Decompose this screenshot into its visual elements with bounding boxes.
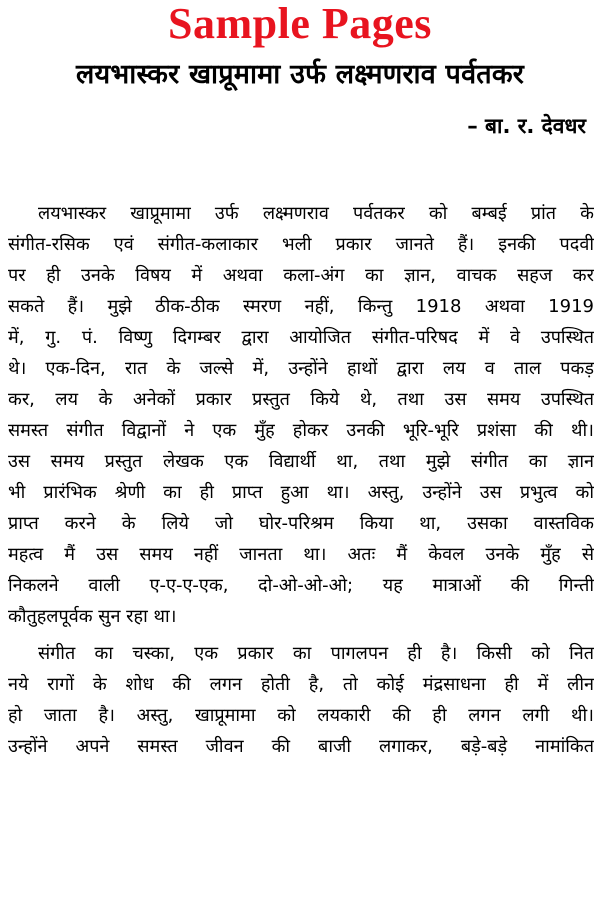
text-line: में, गु. पं. विष्णु दिगम्बर द्वारा आयोजित संगीत-परिषद में वे उपस्थित xyxy=(8,327,594,348)
text-line: उस समय प्रस्तुत लेखक एक विद्यार्थी था, तथा मुझे संगीत का ज्ञान xyxy=(8,451,594,472)
article-title: लयभास्कर खाप्रूमामा उर्फ लक्ष्मणराव पर्वतकर xyxy=(75,59,525,90)
text-line: पर ही उनके विषय में अथवा कला-अंग का ज्ञान, वाचक सहज कर xyxy=(8,265,594,286)
text-line: हो जाता है। अस्तु, खाप्रूमामा को लयकारी की ही लगन लगी थी। xyxy=(8,705,594,726)
text-line: महत्व मैं उस समय नहीं जानता था। अतः मैं केवल उनके मुँह से xyxy=(8,544,594,565)
text-line: भी प्रारंभिक श्रेणी का ही प्राप्त हुआ था। अस्तु, उन्होंने उस प्रभुत्व को xyxy=(8,482,594,503)
paragraph-2 xyxy=(8,638,594,762)
text-line: कौतुहलपूर्वक सुन रहा था। xyxy=(8,606,177,627)
text-line: लयभास्कर खाप्रूमामा उर्फ लक्ष्मणराव पर्वतकर को बम्बई प्रांत के xyxy=(38,203,594,224)
text-line: समस्त संगीत विद्वानों ने एक मुँह होकर उनकी भूरि-भूरि प्रशंसा की थी। xyxy=(8,420,594,441)
author-byline: – बा. र. देवधर xyxy=(467,114,586,138)
text-line: उन्होंने अपने समस्त जीवन की बाजी लगाकर, बड़े-बड़े नामांकित xyxy=(8,736,594,757)
text-line: निकलने वाली ए-ए-ए-एक, दो-ओ-ओ-ओ; यह मात्राओं की गिन्ती xyxy=(8,575,594,596)
text-line: थे। एक-दिन, रात के जल्से में, उन्होंने हाथों द्वारा लय व ताल पकड़ xyxy=(8,358,594,379)
sample-pages-banner: Sample Pages xyxy=(168,0,432,48)
text-line: प्राप्त करने के लिये जो घोर-परिश्रम किया था, उसका वास्तविक xyxy=(8,513,594,534)
text-line: नये रागों के शोध की लगन होती है, तो कोई मंद्रसाधना ही में लीन xyxy=(8,674,594,695)
text-line: कर, लय के अनेकों प्रकार प्रस्तुत किये थे, तथा उस समय उपस्थित xyxy=(8,389,594,410)
text-line: सकते हैं। मुझे ठीक-ठीक स्मरण नहीं, किन्तु 1918 अथवा 1919 xyxy=(8,296,594,317)
paragraph-1 xyxy=(8,198,594,632)
article-body xyxy=(8,198,594,762)
text-line: संगीत का चस्का, एक प्रकार का पागलपन ही है। किसी को नित xyxy=(38,643,594,664)
text-line: संगीत-रसिक एवं संगीत-कलाकार भली प्रकार जानते हैं। इनकी पदवी xyxy=(8,234,594,255)
